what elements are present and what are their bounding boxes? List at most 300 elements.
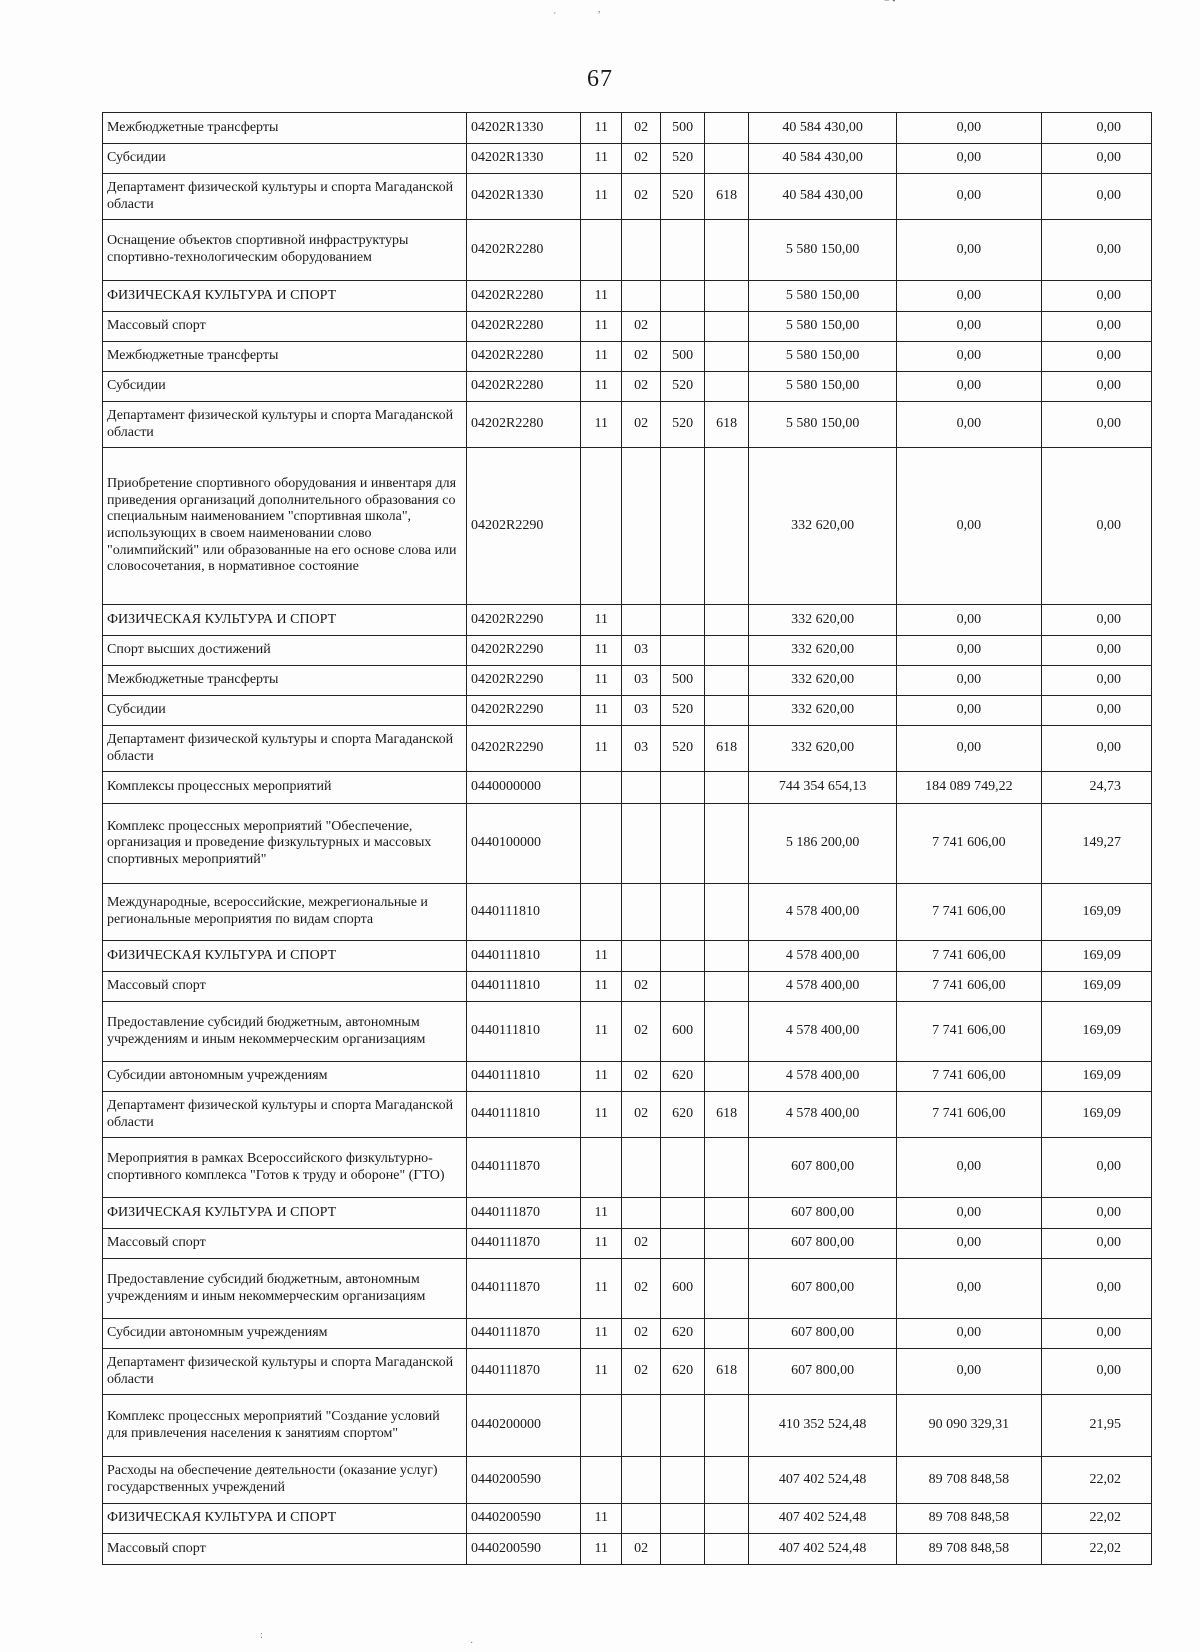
cell-section: 11 [581,402,622,448]
cell-subsection: 02 [622,1349,661,1395]
cell-administrator-code [705,804,749,884]
cell-expense-type: 600 [661,1259,705,1319]
table-row [103,804,1152,884]
cell-execution-percent: 0,00 [1041,281,1151,312]
cell-execution-percent: 0,00 [1041,1259,1151,1319]
cell-expense-type [661,281,705,312]
cell-administrator-code [705,772,749,804]
cell-execution-percent: 21,95 [1041,1395,1151,1457]
cell-target-code: 04202R2280 [467,342,581,372]
cell-target-code: 0440111810 [467,941,581,972]
cell-subsection: 02 [622,1534,661,1565]
cell-executed-amount: 0,00 [897,1319,1042,1349]
cell-name: Приобретение спортивного оборудования и инвентаря для приведения организаций дополнительного образования со специальным наименованием "спортивная школа", использующих в своем наименовании слово "олимпийский" или образованные на его основе слова или словосочетания, в нормативное состояние [103,448,467,605]
table-row [103,1062,1152,1092]
cell-administrator-code: 618 [705,726,749,772]
cell-administrator-code: 618 [705,402,749,448]
cell-executed-amount: 184 089 749,22 [897,772,1042,804]
cell-target-code: 04202R2290 [467,666,581,696]
cell-target-code: 0440111810 [467,1002,581,1062]
cell-subsection: 03 [622,666,661,696]
cell-execution-percent: 0,00 [1041,312,1151,342]
cell-subsection: 02 [622,342,661,372]
cell-executed-amount: 7 741 606,00 [897,1002,1042,1062]
cell-administrator-code [705,1504,749,1534]
cell-target-code: 0440111810 [467,884,581,941]
cell-approved-amount: 332 620,00 [749,696,897,726]
table-row [103,772,1152,804]
cell-execution-percent: 0,00 [1041,636,1151,666]
cell-subsection [622,1395,661,1457]
cell-administrator-code [705,1138,749,1198]
cell-subsection: 02 [622,113,661,144]
cell-section: 11 [581,1229,622,1259]
cell-approved-amount: 607 800,00 [749,1229,897,1259]
cell-expense-type [661,220,705,281]
cell-execution-percent: 0,00 [1041,402,1151,448]
cell-execution-percent: 169,09 [1041,1092,1151,1138]
table-row [103,884,1152,941]
cell-approved-amount: 5 580 150,00 [749,281,897,312]
cell-section [581,772,622,804]
table-row [103,972,1152,1002]
cell-section: 11 [581,372,622,402]
cell-approved-amount: 407 402 524,48 [749,1534,897,1565]
table-row [103,1395,1152,1457]
cell-execution-percent: 149,27 [1041,804,1151,884]
cell-name: Межбюджетные трансферты [103,342,467,372]
cell-administrator-code [705,666,749,696]
cell-target-code: 0440200000 [467,1395,581,1457]
cell-execution-percent: 169,09 [1041,1062,1151,1092]
cell-expense-type: 620 [661,1349,705,1395]
table-row [103,636,1152,666]
cell-section [581,448,622,605]
table-row [103,174,1152,220]
cell-subsection [622,1198,661,1229]
cell-administrator-code [705,1319,749,1349]
cell-target-code: 0440111870 [467,1319,581,1349]
table-row [103,402,1152,448]
cell-subsection: 02 [622,312,661,342]
cell-approved-amount: 607 800,00 [749,1198,897,1229]
cell-subsection [622,1457,661,1504]
cell-administrator-code [705,342,749,372]
cell-target-code: 04202R2280 [467,402,581,448]
cell-approved-amount: 5 580 150,00 [749,372,897,402]
cell-executed-amount: 0,00 [897,636,1042,666]
cell-execution-percent: 24,73 [1041,772,1151,804]
cell-expense-type: 600 [661,1002,705,1062]
cell-subsection: 02 [622,174,661,220]
cell-executed-amount: 0,00 [897,1198,1042,1229]
cell-execution-percent: 22,02 [1041,1534,1151,1565]
cell-section [581,884,622,941]
cell-approved-amount: 5 580 150,00 [749,312,897,342]
table-row [103,113,1152,144]
cell-section [581,1138,622,1198]
cell-section: 11 [581,1259,622,1319]
cell-subsection: 02 [622,1092,661,1138]
cell-target-code: 0440000000 [467,772,581,804]
cell-subsection: 02 [622,1319,661,1349]
cell-name: Субсидии [103,372,467,402]
cell-name: Межбюджетные трансферты [103,666,467,696]
cell-subsection: 02 [622,1062,661,1092]
cell-expense-type: 520 [661,402,705,448]
cell-executed-amount: 0,00 [897,726,1042,772]
table-row [103,1138,1152,1198]
cell-expense-type [661,972,705,1002]
cell-expense-type: 500 [661,666,705,696]
cell-name: Субсидии автономным учреждениям [103,1319,467,1349]
cell-expense-type: 520 [661,696,705,726]
table-body [103,113,1152,1565]
cell-subsection: 02 [622,1259,661,1319]
table-row [103,1259,1152,1319]
cell-target-code: 0440111810 [467,1092,581,1138]
cell-execution-percent: 0,00 [1041,696,1151,726]
cell-executed-amount: 0,00 [897,144,1042,174]
cell-target-code: 0440111810 [467,972,581,1002]
cell-executed-amount: 0,00 [897,1349,1042,1395]
table-row [103,448,1152,605]
cell-execution-percent: 0,00 [1041,448,1151,605]
cell-subsection: 03 [622,636,661,666]
cell-administrator-code [705,972,749,1002]
cell-approved-amount: 607 800,00 [749,1319,897,1349]
cell-execution-percent: 169,09 [1041,941,1151,972]
cell-expense-type: 620 [661,1319,705,1349]
cell-target-code: 0440200590 [467,1504,581,1534]
cell-administrator-code [705,220,749,281]
cell-target-code: 0440111870 [467,1198,581,1229]
cell-executed-amount: 89 708 848,58 [897,1457,1042,1504]
cell-name: Субсидии автономным учреждениям [103,1062,467,1092]
cell-administrator-code [705,1395,749,1457]
cell-name: Субсидии [103,144,467,174]
cell-administrator-code [705,1229,749,1259]
cell-name: ФИЗИЧЕСКАЯ КУЛЬТУРА И СПОРТ [103,605,467,636]
cell-section: 11 [581,1349,622,1395]
cell-section [581,804,622,884]
cell-executed-amount: 0,00 [897,666,1042,696]
cell-name: Департамент физической культуры и спорта Магаданской области [103,1349,467,1395]
cell-executed-amount: 0,00 [897,281,1042,312]
cell-expense-type [661,804,705,884]
cell-name: ФИЗИЧЕСКАЯ КУЛЬТУРА И СПОРТ [103,281,467,312]
cell-section: 11 [581,941,622,972]
cell-section: 11 [581,1319,622,1349]
cell-executed-amount: 0,00 [897,342,1042,372]
cell-approved-amount: 332 620,00 [749,605,897,636]
table-row [103,144,1152,174]
cell-execution-percent: 169,09 [1041,972,1151,1002]
cell-approved-amount: 40 584 430,00 [749,113,897,144]
cell-executed-amount: 0,00 [897,220,1042,281]
cell-executed-amount: 0,00 [897,1138,1042,1198]
table-row [103,372,1152,402]
cell-target-code: 0440111870 [467,1138,581,1198]
cell-section: 11 [581,605,622,636]
cell-subsection [622,220,661,281]
cell-approved-amount: 607 800,00 [749,1349,897,1395]
cell-approved-amount: 407 402 524,48 [749,1504,897,1534]
cell-executed-amount: 7 741 606,00 [897,1092,1042,1138]
cell-approved-amount: 4 578 400,00 [749,941,897,972]
cell-expense-type [661,1395,705,1457]
cell-name: Расходы на обеспечение деятельности (оказание услуг) государственных учреждений [103,1457,467,1504]
table-row [103,281,1152,312]
cell-target-code: 04202R1330 [467,144,581,174]
cell-execution-percent: 0,00 [1041,605,1151,636]
cell-administrator-code [705,1002,749,1062]
cell-expense-type: 500 [661,342,705,372]
cell-expense-type: 620 [661,1092,705,1138]
page-number: 67 [587,66,613,92]
cell-expense-type [661,1534,705,1565]
cell-approved-amount: 40 584 430,00 [749,174,897,220]
cell-expense-type [661,1138,705,1198]
table-row [103,1092,1152,1138]
cell-expense-type [661,605,705,636]
cell-approved-amount: 5 580 150,00 [749,342,897,372]
cell-expense-type [661,1198,705,1229]
cell-subsection [622,1504,661,1534]
cell-name: Департамент физической культуры и спорта Магаданской области [103,174,467,220]
cell-execution-percent: 0,00 [1041,1138,1151,1198]
cell-target-code: 0440111870 [467,1259,581,1319]
table-row [103,1457,1152,1504]
cell-approved-amount: 744 354 654,13 [749,772,897,804]
cell-approved-amount: 332 620,00 [749,636,897,666]
cell-target-code: 04202R2290 [467,696,581,726]
cell-execution-percent: 0,00 [1041,1319,1151,1349]
cell-administrator-code [705,448,749,605]
cell-execution-percent: 0,00 [1041,666,1151,696]
cell-administrator-code [705,1457,749,1504]
cell-approved-amount: 4 578 400,00 [749,1002,897,1062]
table-row [103,696,1152,726]
table-row [103,1349,1152,1395]
cell-approved-amount: 5 580 150,00 [749,402,897,448]
cell-section: 11 [581,1092,622,1138]
cell-name: Департамент физической культуры и спорта Магаданской области [103,726,467,772]
cell-section: 11 [581,144,622,174]
cell-expense-type [661,1504,705,1534]
cell-target-code: 0440100000 [467,804,581,884]
cell-subsection: 02 [622,972,661,1002]
cell-administrator-code [705,605,749,636]
cell-execution-percent: 0,00 [1041,372,1151,402]
cell-name: Международные, всероссийские, межрегиональные и региональные мероприятия по видам спорта [103,884,467,941]
cell-section: 11 [581,174,622,220]
cell-section: 11 [581,1198,622,1229]
cell-name: Межбюджетные трансферты [103,113,467,144]
cell-executed-amount: 7 741 606,00 [897,804,1042,884]
cell-target-code: 0440111810 [467,1062,581,1092]
cell-subsection [622,804,661,884]
cell-name: Массовый спорт [103,1229,467,1259]
cell-administrator-code [705,113,749,144]
cell-approved-amount: 4 578 400,00 [749,972,897,1002]
cell-expense-type [661,1229,705,1259]
cell-execution-percent: 0,00 [1041,144,1151,174]
cell-section: 11 [581,342,622,372]
cell-executed-amount: 90 090 329,31 [897,1395,1042,1457]
cell-section: 11 [581,1002,622,1062]
cell-subsection: 02 [622,1002,661,1062]
cell-name: Комплекс процессных мероприятий "Создание условий для привлечения населения к занятиям спортом" [103,1395,467,1457]
cell-name: Оснащение объектов спортивной инфраструктуры спортивно-технологическим оборудованием [103,220,467,281]
cell-name: Предоставление субсидий бюджетным, автономным учреждениям и иным некоммерческим организациям [103,1002,467,1062]
cell-executed-amount: 0,00 [897,312,1042,342]
cell-execution-percent: 22,02 [1041,1504,1151,1534]
cell-target-code: 0440111870 [467,1229,581,1259]
cell-approved-amount: 332 620,00 [749,448,897,605]
cell-subsection: 03 [622,696,661,726]
cell-execution-percent: 0,00 [1041,1229,1151,1259]
cell-executed-amount: 0,00 [897,372,1042,402]
cell-name: Субсидии [103,696,467,726]
cell-execution-percent: 0,00 [1041,220,1151,281]
cell-execution-percent: 22,02 [1041,1457,1151,1504]
cell-administrator-code [705,636,749,666]
cell-target-code: 04202R2290 [467,605,581,636]
cell-executed-amount: 7 741 606,00 [897,1062,1042,1092]
cell-executed-amount: 0,00 [897,605,1042,636]
table-row [103,1002,1152,1062]
cell-expense-type: 520 [661,372,705,402]
cell-executed-amount: 0,00 [897,1229,1042,1259]
cell-target-code: 04202R1330 [467,113,581,144]
cell-target-code: 04202R2280 [467,281,581,312]
cell-target-code: 04202R1330 [467,174,581,220]
table-row [103,1534,1152,1565]
cell-target-code: 04202R2280 [467,220,581,281]
budget-execution-table [102,112,1152,1565]
table-row [103,605,1152,636]
cell-section: 11 [581,281,622,312]
cell-execution-percent: 0,00 [1041,1349,1151,1395]
cell-target-code: 04202R2290 [467,448,581,605]
cell-administrator-code [705,312,749,342]
cell-target-code: 0440200590 [467,1457,581,1504]
cell-section: 11 [581,666,622,696]
table-row [103,312,1152,342]
cell-approved-amount: 4 578 400,00 [749,1062,897,1092]
cell-approved-amount: 40 584 430,00 [749,144,897,174]
cell-execution-percent: 169,09 [1041,884,1151,941]
cell-executed-amount: 89 708 848,58 [897,1504,1042,1534]
cell-section [581,1395,622,1457]
cell-executed-amount: 89 708 848,58 [897,1534,1042,1565]
cell-target-code: 04202R2280 [467,312,581,342]
cell-approved-amount: 4 578 400,00 [749,884,897,941]
cell-subsection: 03 [622,726,661,772]
cell-approved-amount: 332 620,00 [749,726,897,772]
cell-expense-type [661,312,705,342]
cell-approved-amount: 607 800,00 [749,1259,897,1319]
cell-administrator-code [705,144,749,174]
cell-executed-amount: 0,00 [897,1259,1042,1319]
cell-name: Спорт высших достижений [103,636,467,666]
cell-administrator-code: 618 [705,1349,749,1395]
cell-name: Комплекс процессных мероприятий "Обеспечение, организация и проведение физкультурных и массовых спортивных мероприятий" [103,804,467,884]
cell-administrator-code [705,281,749,312]
cell-subsection [622,605,661,636]
cell-expense-type: 500 [661,113,705,144]
cell-section [581,220,622,281]
table-row [103,666,1152,696]
cell-section: 11 [581,726,622,772]
cell-administrator-code [705,1259,749,1319]
cell-approved-amount: 410 352 524,48 [749,1395,897,1457]
cell-section: 11 [581,636,622,666]
cell-section: 11 [581,696,622,726]
cell-expense-type [661,772,705,804]
cell-name: Комплексы процессных мероприятий [103,772,467,804]
table-row [103,1319,1152,1349]
table-row [103,941,1152,972]
cell-executed-amount: 0,00 [897,448,1042,605]
cell-section: 11 [581,1504,622,1534]
cell-name: ФИЗИЧЕСКАЯ КУЛЬТУРА И СПОРТ [103,1504,467,1534]
cell-section: 11 [581,312,622,342]
cell-name: Массовый спорт [103,312,467,342]
cell-executed-amount: 0,00 [897,696,1042,726]
cell-approved-amount: 5 580 150,00 [749,220,897,281]
cell-execution-percent: 0,00 [1041,174,1151,220]
cell-subsection: 02 [622,144,661,174]
cell-target-code: 0440200590 [467,1534,581,1565]
cell-administrator-code: 618 [705,1092,749,1138]
cell-name: Департамент физической культуры и спорта Магаданской области [103,1092,467,1138]
table-row [103,1198,1152,1229]
cell-subsection [622,941,661,972]
cell-subsection: 02 [622,402,661,448]
cell-expense-type: 520 [661,726,705,772]
table-row [103,1504,1152,1534]
cell-section: 11 [581,1062,622,1092]
cell-target-code: 04202R2280 [467,372,581,402]
cell-name: ФИЗИЧЕСКАЯ КУЛЬТУРА И СПОРТ [103,1198,467,1229]
cell-approved-amount: 407 402 524,48 [749,1457,897,1504]
cell-execution-percent: 169,09 [1041,1002,1151,1062]
cell-approved-amount: 4 578 400,00 [749,1092,897,1138]
cell-administrator-code [705,1198,749,1229]
cell-executed-amount: 0,00 [897,174,1042,220]
cell-section: 11 [581,972,622,1002]
cell-expense-type [661,941,705,972]
cell-expense-type: 520 [661,144,705,174]
cell-target-code: 04202R2290 [467,726,581,772]
cell-subsection [622,448,661,605]
cell-expense-type: 520 [661,174,705,220]
cell-expense-type [661,1457,705,1504]
cell-section [581,1457,622,1504]
cell-expense-type [661,636,705,666]
table-row [103,342,1152,372]
cell-approved-amount: 5 186 200,00 [749,804,897,884]
cell-subsection [622,1138,661,1198]
cell-section: 11 [581,1534,622,1565]
cell-section: 11 [581,113,622,144]
cell-administrator-code [705,372,749,402]
cell-expense-type [661,884,705,941]
cell-name: Мероприятия в рамках Всероссийского физкультурно-спортивного комплекса "Готов к труду и обороне" (ГТО) [103,1138,467,1198]
cell-subsection [622,884,661,941]
